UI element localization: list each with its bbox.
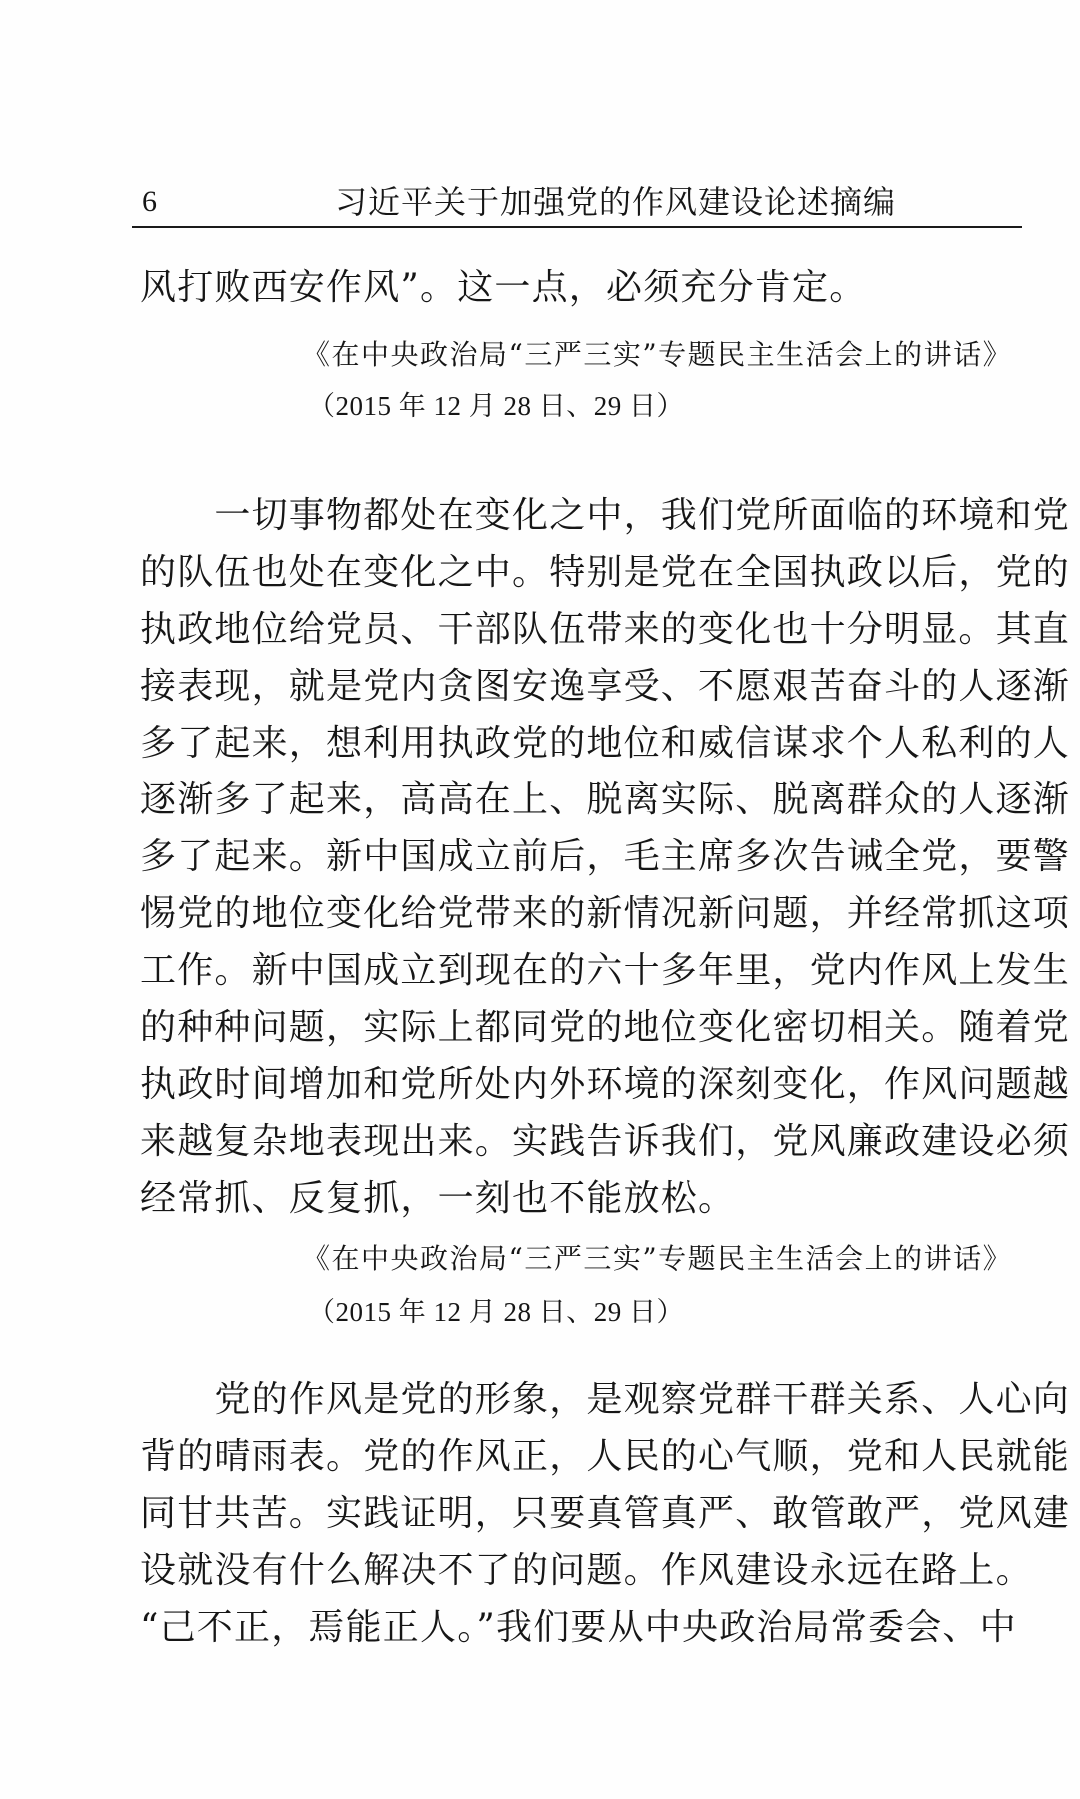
text-line: 逐渐多了起来，高高在上、脱离实际、脱离群众的人逐渐 bbox=[140, 779, 1071, 821]
text-line: 同甘共苦。实践证明，只要真管真严、敢管敢严，党风建 bbox=[140, 1492, 1071, 1534]
source-citation: 《在中央政治局“三严三实”专题民主生活会上的讲话》 bbox=[302, 338, 1013, 371]
text-line: 一切事物都处在变化之中，我们党所面临的环境和党 bbox=[140, 495, 1071, 536]
source-citation: 《在中央政治局“三严三实”专题民主生活会上的讲话》 bbox=[302, 1242, 1013, 1275]
text-line: 接表现，就是党内贪图安逸享受、不愿艰苦奋斗的人逐渐 bbox=[140, 665, 1071, 707]
text-line: 惕党的地位变化给党带来的新情况新问题，并经常抓这项 bbox=[140, 893, 1071, 935]
paragraph bbox=[140, 1372, 1071, 1656]
text-line: 的队伍也处在变化之中。特别是党在全国执政以后，党的 bbox=[140, 551, 1071, 593]
text-line: 执政地位给党员、干部队伍带来的变化也十分明显。其直 bbox=[140, 608, 1071, 650]
running-title: 习近平关于加强党的作风建设论述摘编 bbox=[335, 183, 897, 221]
text-line: 来越复杂地表现出来。实践告诉我们，党风廉政建设必须 bbox=[140, 1120, 1071, 1162]
text-line: “己不正，焉能正人。”我们要从中央政治局常委会、中 bbox=[140, 1606, 1017, 1648]
text-line: 执政时间增加和党所处内外环境的深刻变化，作风问题越 bbox=[140, 1063, 1071, 1105]
text-line: 多了起来，想利用执政党的地位和威信谋求个人私利的人 bbox=[140, 722, 1071, 764]
text-line: 工作。新中国成立到现在的六十多年里，党内作风上发生 bbox=[140, 950, 1071, 992]
text-line: 风打败西安作风”。这一点，必须充分肯定。 bbox=[140, 267, 867, 308]
text-line: 多了起来。新中国成立前后，毛主席多次告诫全党，要警 bbox=[140, 836, 1071, 878]
text-line: 背的晴雨表。党的作风正，人民的心气顺，党和人民就能 bbox=[140, 1435, 1071, 1477]
paragraph-continuation bbox=[140, 260, 1020, 317]
source-date: （2015 年 12 月 28 日、29 日） bbox=[308, 391, 684, 421]
paragraph bbox=[140, 488, 1071, 1228]
text-line: 党的作风是党的形象，是观察党群干群关系、人心向 bbox=[140, 1379, 1071, 1420]
page-number: 6 bbox=[142, 185, 157, 218]
text-line: 经常抓、反复抓，一刻也不能放松。 bbox=[140, 1177, 736, 1219]
text-line: 的种种问题，实际上都同党的地位变化密切相关。随着党 bbox=[140, 1007, 1071, 1049]
text-line: 设就没有什么解决不了的问题。作风建设永远在路上。 bbox=[140, 1549, 1033, 1591]
source-date: （2015 年 12 月 28 日、29 日） bbox=[308, 1297, 684, 1327]
header-rule bbox=[132, 226, 1022, 228]
page-header bbox=[140, 180, 1020, 224]
